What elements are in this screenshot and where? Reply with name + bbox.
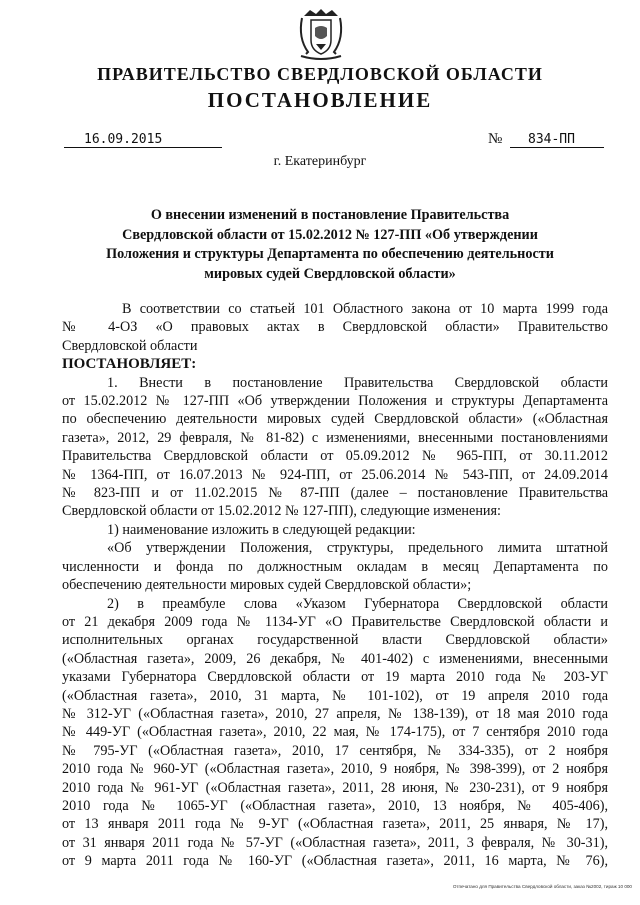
document-date: 16.09.2015 (64, 132, 222, 148)
body-line: обеспечению деятельности мировых судей Свердловской области»; (62, 577, 472, 594)
body-line: Свердловской области от 15.02.2012 № 127-ПП), следующие изменения: (62, 503, 501, 520)
title-line: О внесении изменений в постановление Правительства (150, 207, 510, 223)
body-line: 2) в преамбуле слова «Указом Губернатора Свердловской области (107, 595, 608, 612)
body-line: от 31 января 2011 года № 57-УГ («Областная газета», 2011, 3 февраля, № 30-31), (62, 834, 608, 851)
body-line: № 4-ОЗ «О правовых актах в Свердловской области» Правительство (62, 319, 608, 336)
document-body (62, 300, 608, 871)
document-title (80, 206, 580, 284)
body-line: исполнительных органах государственной власти Свердловской области» (62, 632, 608, 649)
body-line: от 13 января 2011 года № 9-УГ («Областная газета», 2011, 25 января, № 17), (62, 816, 608, 833)
body-line: от 9 марта 2011 года № 160-УГ («Областная газета», 2011, 16 марта, № 76), (62, 853, 608, 870)
body-line: № 795-УГ («Областная газета», 2010, 17 сентября, № 334-335), от 2 ноября (62, 742, 608, 759)
body-line: («Областная газета», 2010, 31 марта, № 101-102), от 19 апреля 2010 года (62, 687, 608, 704)
resolve-keyword: ПОСТАНОВЛЯЕТ: (62, 356, 197, 373)
body-line: № 449-УГ («Областная газета», 2010, 22 мая, № 174-175), от 7 сентября 2010 года (62, 724, 608, 741)
body-line: 2010 года № 1065-УГ («Областная газета», 2010, 13 ноября, № 405-406), (62, 797, 608, 814)
body-line: 2010 года № 960-УГ («Областная газета», 2010, 9 ноября, № 398-399), от 2 ноября (62, 761, 608, 778)
document-type-heading: ПОСТАНОВЛЕНИЕ (207, 88, 433, 112)
title-line: Свердловской области от 15.02.2012 № 127-ПП «Об утверждении (122, 226, 538, 243)
number-sign: № (488, 131, 503, 147)
body-line: от 21 декабря 2009 года № 1134-УГ «О Правительстве Свердловской области и (62, 613, 608, 630)
title-line: мировых судей Свердловской области» (204, 265, 456, 282)
coat-of-arms-icon (296, 8, 346, 62)
body-line: «Об утверждении Положения, структуры, предельного лимита штатной (107, 540, 608, 557)
print-note: Отпечатано для Правительства Свердловской области, заказ №2002, тираж 10 000 (452, 884, 632, 889)
body-line: численности и фонда по должностным окладам в месяц Департамента по (62, 558, 608, 575)
government-heading: ПРАВИТЕЛЬСТВО СВЕРДЛОВСКОЙ ОБЛАСТИ (97, 64, 543, 84)
body-line: по обеспечению деятельности мировых судей Свердловской области» («Областная (62, 411, 608, 428)
body-line: 2010 года № 961-УГ («Областная газета», 2011, 28 июня, № 230-231), от 9 ноября (62, 779, 608, 796)
body-line: газета», 2012, 29 февраля, № 81-82) с изменениями, внесенными постановлениями (62, 429, 608, 446)
body-line: В соответствии со статьей 101 Областного закона от 10 марта 1999 года (122, 301, 608, 317)
body-line: № 1364-ПП, от 16.07.2013 № 924-ПП, от 25.06.2014 № 543-ПП, от 24.09.2014 (62, 466, 608, 483)
body-line: Правительства Свердловской области от 05.09.2012 № 965-ПП, от 30.11.2012 (62, 448, 608, 465)
body-line: 1) наименование изложить в следующей редакции: (107, 521, 416, 538)
body-line: («Областная газета», 2009, 26 декабря, № 401-402) с изменениями, внесенными (62, 650, 608, 667)
body-line: № 823-ПП и от 11.02.2015 № 87-ПП (далее – постановление Правительства (62, 485, 608, 502)
body-line: от 15.02.2012 № 127-ПП «Об утверждении Положения и структуры Департамента (62, 393, 608, 410)
title-line: Положения и структуры Департамента по обеспечению деятельности (106, 246, 554, 262)
body-line: 1. Внести в постановление Правительства Свердловской области (107, 374, 608, 391)
body-line: Свердловской области (62, 337, 198, 354)
document-number: 834-ПП (510, 132, 604, 148)
body-line: № 312-УГ («Областная газета», 2010, 27 апреля, № 138-139), от 18 мая 2010 года (62, 705, 608, 722)
body-line: указами Губернатора Свердловской области от 19 марта 2010 года № 203-УГ (62, 669, 608, 686)
document-city: г. Екатеринбург (273, 154, 367, 169)
